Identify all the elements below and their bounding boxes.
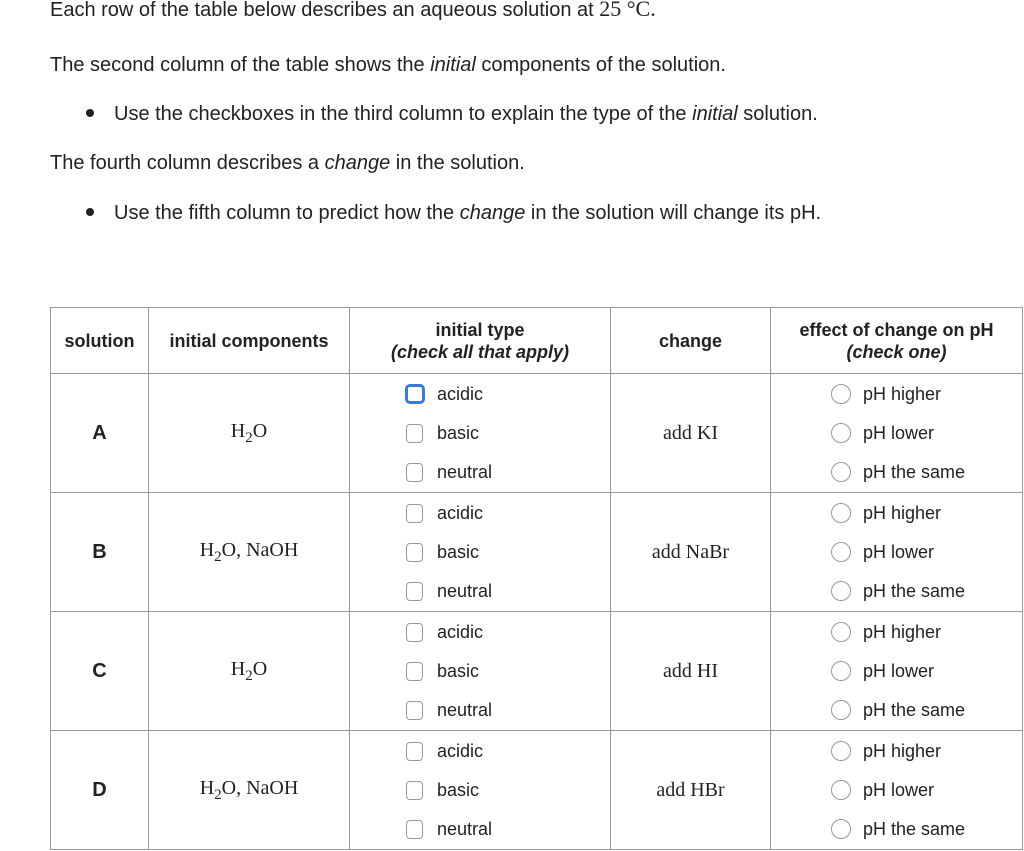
type-option-acidic[interactable] (406, 732, 610, 771)
header-effect-title: effect of change on pH (799, 319, 994, 340)
basic-checkbox[interactable] (406, 781, 423, 800)
effect-option-label: pH the same (863, 699, 966, 720)
formula-element: H (230, 419, 246, 442)
effect-radio-button[interactable] (831, 384, 851, 404)
instruction-line-2 (50, 53, 726, 77)
formula-rest: O, NaOH (221, 776, 299, 799)
effect-option-label: pH the same (863, 580, 966, 601)
type-option-label: basic (437, 422, 480, 443)
type-option-label: basic (437, 541, 480, 562)
table-row (51, 374, 1023, 493)
acidic-checkbox[interactable] (406, 742, 423, 761)
table-row (51, 612, 1023, 731)
effect-option-label: pH higher (863, 621, 942, 642)
instruction-text: The second column of the table shows the (50, 54, 431, 76)
initial-type-cell (350, 731, 611, 850)
type-option-acidic[interactable] (406, 613, 610, 652)
effect-radio-button[interactable] (831, 622, 851, 642)
effect-cell (771, 374, 1023, 493)
instruction-text: Each row of the table below describes an aqueous solution at (50, 0, 600, 21)
type-option-label: neutral (437, 818, 493, 839)
neutral-checkbox[interactable] (406, 463, 423, 482)
solution-label: C (51, 612, 149, 731)
header-initial-type (350, 308, 611, 374)
neutral-checkbox[interactable] (406, 820, 423, 839)
instruction-text: solution. (737, 103, 818, 125)
instruction-text: Use the checkboxes in the third column to explain the type of the (114, 103, 693, 125)
effect-option-2[interactable] (831, 453, 1022, 492)
effect-cell (771, 493, 1023, 612)
header-initial-type-hint: (check all that apply) (390, 341, 570, 362)
formula-subscript: 2 (245, 667, 253, 684)
effect-cell (771, 731, 1023, 850)
type-option-label: acidic (437, 383, 484, 404)
initial-type-cell (350, 612, 611, 731)
formula-subscript: 2 (245, 429, 253, 446)
header-initial-components: initial components (149, 308, 350, 374)
effect-option-label: pH higher (863, 502, 942, 523)
instruction-line-3 (50, 151, 525, 175)
instruction-bullet-1 (86, 102, 818, 126)
effect-radio-button[interactable] (831, 581, 851, 601)
effect-option-2[interactable] (831, 691, 1022, 730)
effect-option-label: pH higher (863, 383, 942, 404)
effect-radio-button[interactable] (831, 462, 851, 482)
type-option-basic[interactable] (406, 533, 610, 572)
type-option-label: basic (437, 660, 480, 681)
initial-components (149, 612, 350, 731)
initial-components (149, 493, 350, 612)
type-option-basic[interactable] (406, 414, 610, 453)
header-effect (771, 308, 1023, 374)
solution-label: B (51, 493, 149, 612)
instruction-bullet-2 (86, 201, 821, 225)
table-header-row (51, 308, 1023, 374)
effect-radio-button[interactable] (831, 503, 851, 523)
instruction-emphasis: initial (430, 54, 476, 76)
instruction-text: The fourth column describes a (50, 152, 325, 174)
type-option-neutral[interactable] (406, 572, 610, 611)
change-description: add KI (611, 374, 771, 493)
basic-checkbox[interactable] (406, 543, 423, 562)
effect-option-1[interactable] (831, 652, 1022, 691)
instruction-text: components of the solution. (475, 54, 726, 76)
effect-option-0[interactable] (831, 732, 1022, 771)
type-option-acidic[interactable] (406, 375, 610, 414)
neutral-checkbox[interactable] (406, 701, 423, 720)
formula-element: H (230, 657, 246, 680)
effect-radio-button[interactable] (831, 741, 851, 761)
formula-rest: O, NaOH (221, 538, 299, 561)
instruction-emphasis: change (459, 202, 526, 224)
basic-checkbox[interactable] (406, 424, 423, 443)
type-option-label: acidic (437, 740, 484, 761)
solution-label: D (51, 731, 149, 850)
effect-option-1[interactable] (831, 771, 1022, 810)
effect-option-2[interactable] (831, 810, 1022, 849)
solution-label: A (51, 374, 149, 493)
header-initial-type-title: initial type (435, 319, 525, 340)
effect-option-label: pH higher (863, 740, 942, 761)
formula-rest: O (252, 419, 268, 442)
effect-option-2[interactable] (831, 572, 1022, 611)
effect-radio-button[interactable] (831, 700, 851, 720)
type-option-neutral[interactable] (406, 453, 610, 492)
formula-element: H (199, 538, 215, 561)
effect-radio-button[interactable] (831, 780, 851, 800)
formula-element: H (199, 776, 215, 799)
table-row (51, 493, 1023, 612)
initial-components (149, 731, 350, 850)
effect-radio-button[interactable] (831, 661, 851, 681)
header-change: change (611, 308, 771, 374)
instruction-text: in the solution. (390, 152, 525, 174)
instruction-emphasis: initial (692, 103, 738, 125)
type-option-basic[interactable] (406, 771, 610, 810)
effect-option-0[interactable] (831, 613, 1022, 652)
effect-option-label: pH lower (863, 541, 935, 562)
type-option-neutral[interactable] (406, 691, 610, 730)
effect-radio-button[interactable] (831, 423, 851, 443)
acidic-checkbox[interactable] (405, 384, 425, 404)
type-option-acidic[interactable] (406, 494, 610, 533)
effect-option-label: pH lower (863, 660, 935, 681)
instruction-text: in the solution will change its pH. (525, 202, 822, 224)
formula-subscript: 2 (214, 548, 222, 565)
effect-radio-button[interactable] (831, 819, 851, 839)
effect-option-label: pH lower (863, 422, 935, 443)
type-option-basic[interactable] (406, 652, 610, 691)
initial-components (149, 374, 350, 493)
effect-option-0[interactable] (831, 375, 1022, 414)
effect-option-label: pH lower (863, 779, 935, 800)
type-option-neutral[interactable] (406, 810, 610, 849)
instruction-text: Use the fifth column to predict how the (114, 202, 460, 224)
neutral-checkbox[interactable] (406, 582, 423, 601)
type-option-label: basic (437, 779, 480, 800)
solutions-table (50, 307, 1023, 850)
effect-radio-button[interactable] (831, 542, 851, 562)
initial-type-cell (350, 374, 611, 493)
type-option-label: acidic (437, 621, 484, 642)
effect-cell (771, 612, 1023, 731)
instruction-line-1 (50, 0, 656, 22)
temperature-value: 25 °C. (599, 0, 656, 21)
table-row (51, 731, 1023, 850)
effect-option-1[interactable] (831, 533, 1022, 572)
acidic-checkbox[interactable] (406, 504, 423, 523)
acidic-checkbox[interactable] (406, 623, 423, 642)
basic-checkbox[interactable] (406, 662, 423, 681)
type-option-label: acidic (437, 502, 484, 523)
effect-option-0[interactable] (831, 494, 1022, 533)
formula-subscript: 2 (214, 786, 222, 803)
effect-option-1[interactable] (831, 414, 1022, 453)
change-description: add HBr (611, 731, 771, 850)
bullet-icon (86, 208, 94, 216)
effect-option-label: pH the same (863, 461, 966, 482)
change-description: add HI (611, 612, 771, 731)
header-solution: solution (51, 308, 149, 374)
initial-type-cell (350, 493, 611, 612)
bullet-icon (86, 109, 94, 117)
header-effect-hint: (check one) (846, 341, 947, 362)
type-option-label: neutral (437, 461, 493, 482)
type-option-label: neutral (437, 580, 493, 601)
type-option-label: neutral (437, 699, 493, 720)
effect-option-label: pH the same (863, 818, 966, 839)
change-description: add NaBr (611, 493, 771, 612)
instruction-emphasis: change (324, 152, 391, 174)
formula-rest: O (252, 657, 268, 680)
